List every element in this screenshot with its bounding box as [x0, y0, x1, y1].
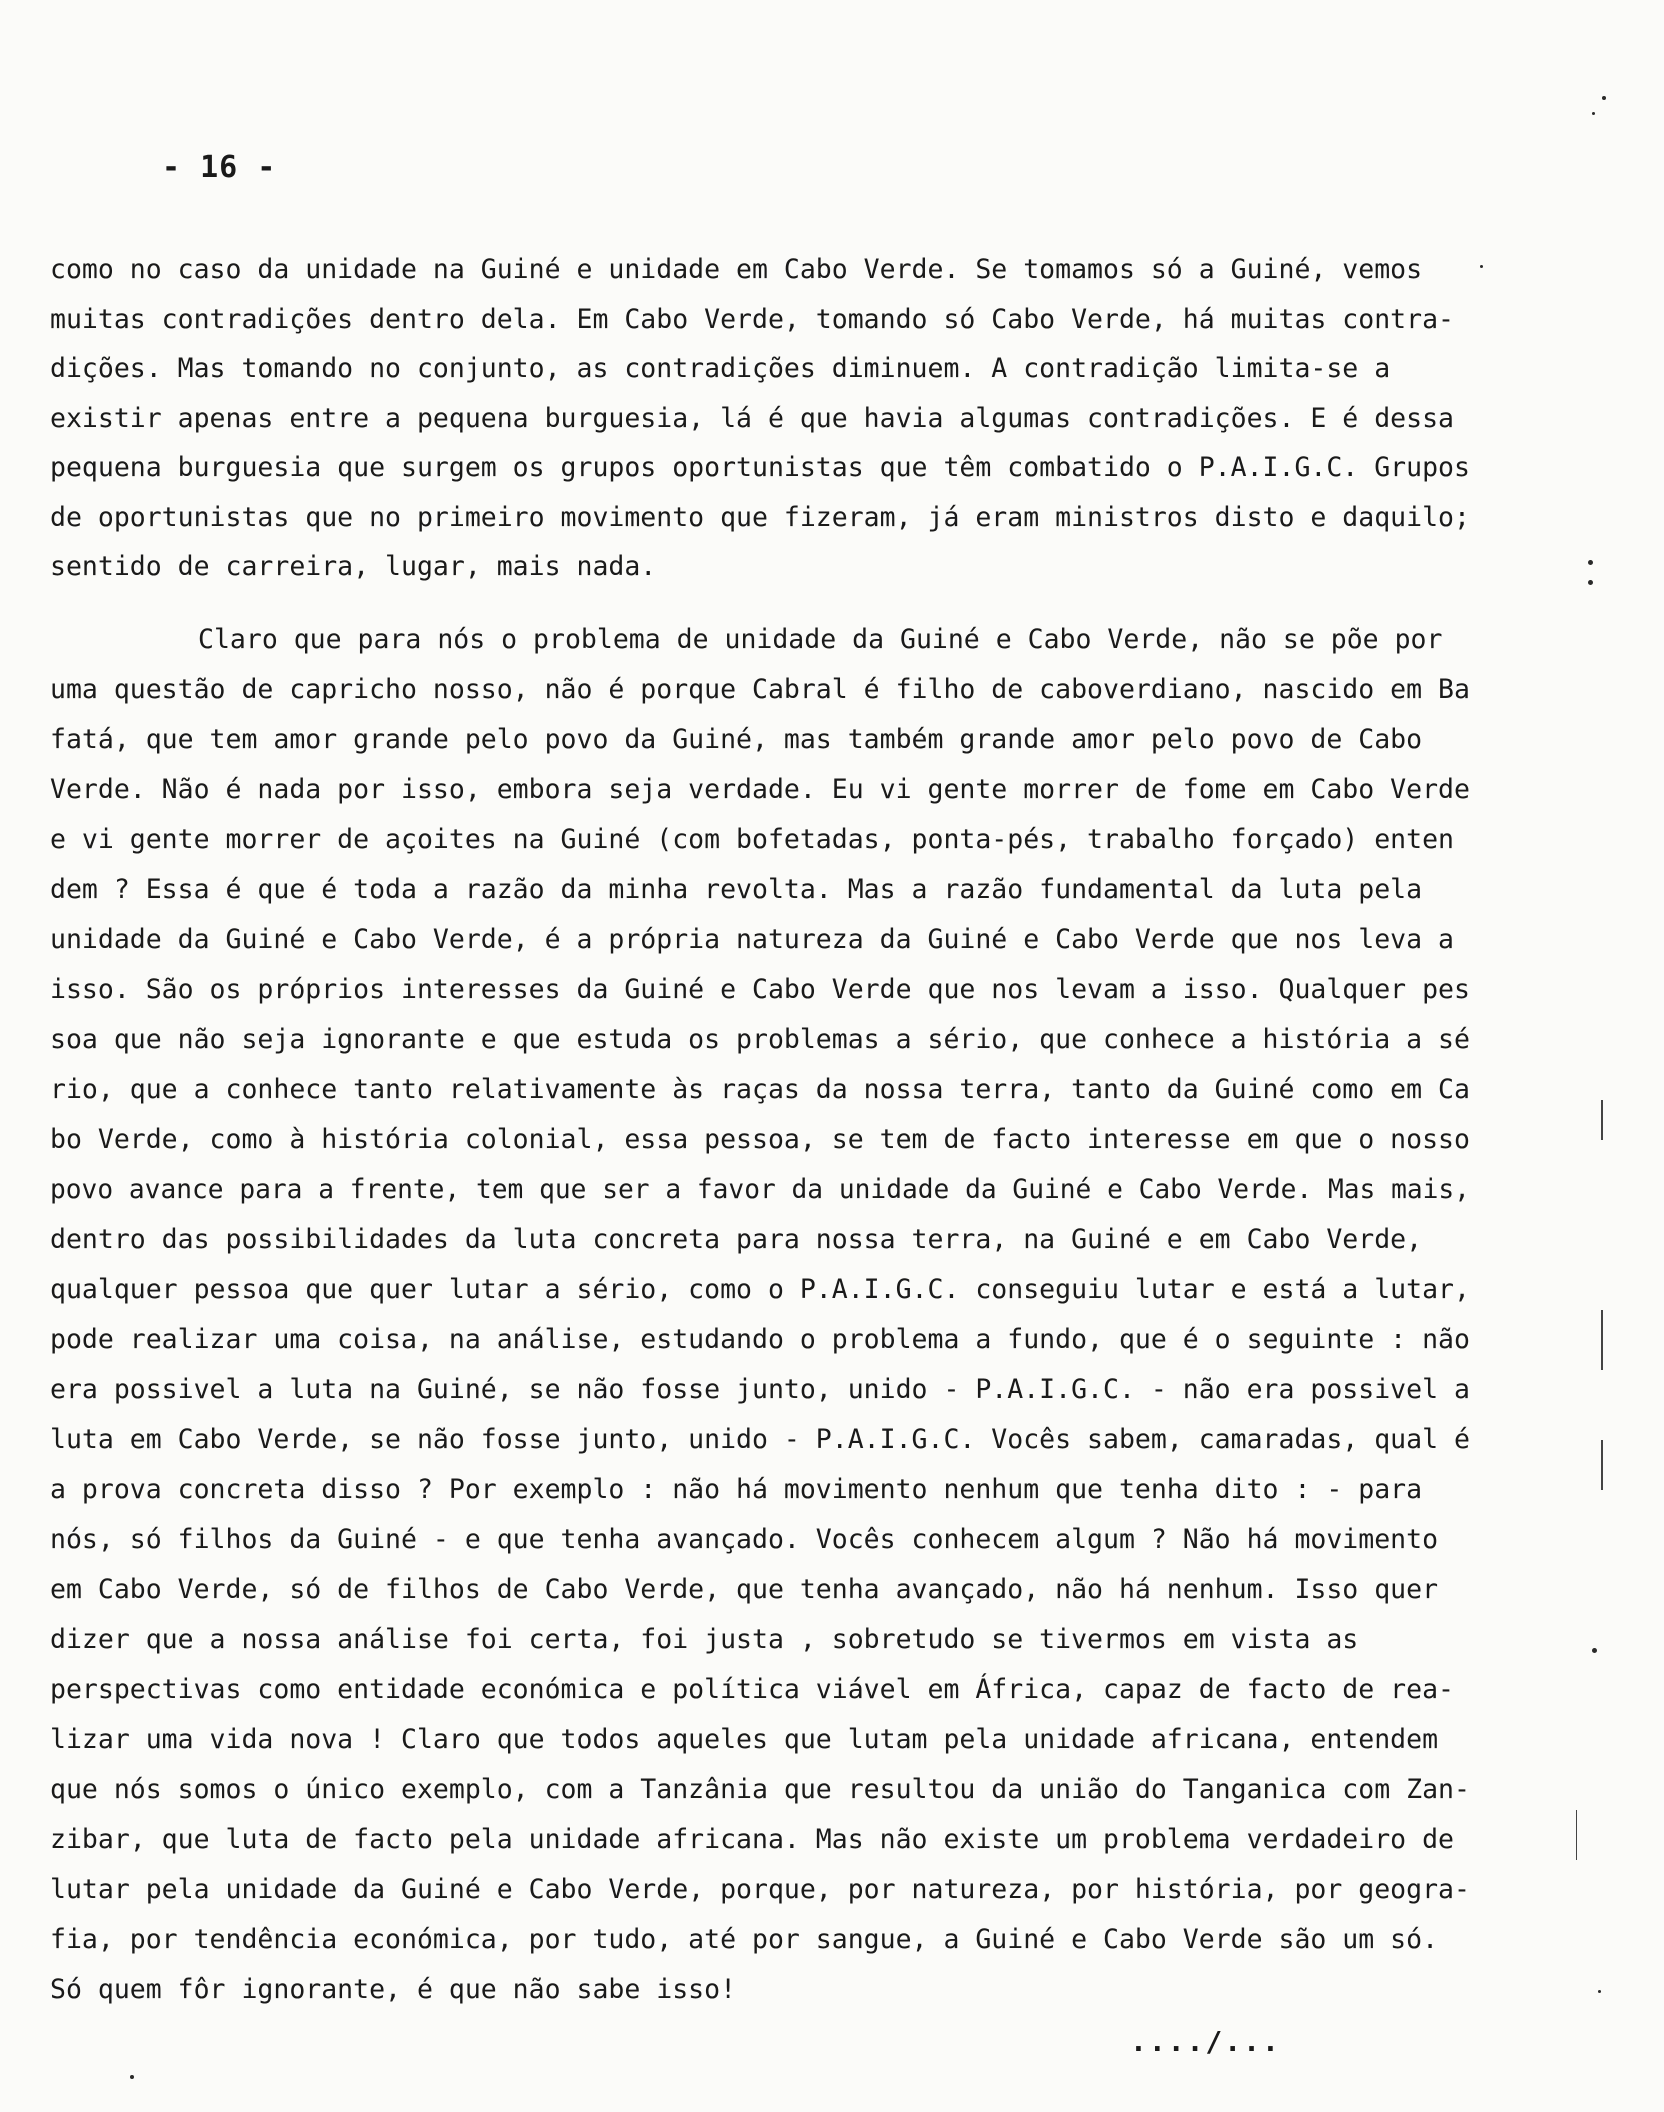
text-line: zibar, que luta de facto pela unidade africana. Mas não existe um problema verdadeiro de: [50, 1824, 1454, 1855]
text-line: dizer que a nossa análise foi certa, foi justa , sobretudo se tivermos em vista as: [50, 1624, 1359, 1655]
text-line: pequena burguesia que surgem os grupos oportunistas que têm combatido o P.A.I.G.C. Grupos: [50, 452, 1470, 483]
text-line: lutar pela unidade da Guiné e Cabo Verde, porque, por natureza, por história, por geogra-: [50, 1874, 1470, 1905]
text-line: lizar uma vida nova ! Claro que todos aqueles que lutam pela unidade africana, entendem: [50, 1724, 1439, 1755]
text-line: que nós somos o único exemplo, com a Tanzânia que resultou da união do Tanganica com Zan-: [50, 1774, 1470, 1805]
continuation-mark: ..../...: [1130, 2025, 1281, 2058]
text-line: soa que não seja ignorante e que estuda os problemas a sério, que conhece a história a sé: [50, 1024, 1470, 1055]
paragraph-2: [50, 615, 1470, 2015]
scan-speck: [1480, 265, 1483, 268]
text-line: sentido de carreira, lugar, mais nada.: [50, 551, 657, 582]
scan-speck: [1598, 1990, 1601, 1993]
text-line: bo Verde, como à história colonial, essa pessoa, se tem de facto interesse em que o nosso: [50, 1124, 1470, 1155]
text-line: de oportunistas que no primeiro movimento que fizeram, já eram ministros disto e daquilo;: [50, 501, 1470, 533]
text-line: unidade da Guiné e Cabo Verde, é a própria natureza da Guiné e Cabo Verde que nos leva a: [50, 924, 1454, 955]
scan-speck: [130, 2075, 134, 2079]
scan-speck: [1602, 96, 1606, 100]
page-number: - 16 -: [162, 150, 277, 185]
text-line: era possivel a luta na Guiné, se não fosse junto, unido - P.A.I.G.C. - não era possivel a: [50, 1374, 1470, 1405]
text-line: existir apenas entre a pequena burguesia, lá é que havia algumas contradições. E é dessa: [50, 402, 1454, 434]
text-line: como no caso da unidade na Guiné e unidade em Cabo Verde. Se tomamos só a Guiné, vemos: [50, 254, 1423, 285]
text-line: fatá, que tem amor grande pelo povo da Guiné, mas também grande amor pelo povo de Cabo: [50, 724, 1423, 755]
text-line: rio, que a conhece tanto relativamente às raças da nossa terra, tanto da Guiné como em Ca: [50, 1074, 1470, 1105]
scan-edge-mark: [1601, 1310, 1603, 1370]
text-line: em Cabo Verde, só de filhos de Cabo Verde, que tenha avançado, não há nenhum. Isso quer: [50, 1574, 1439, 1605]
text-line: perspectivas como entidade económica e política viável em África, capaz de facto de rea-: [50, 1674, 1454, 1705]
text-line: nós, só filhos da Guiné - e que tenha avançado. Vocês conhecem algum ? Não há movimento: [50, 1524, 1439, 1555]
text-line: uma questão de capricho nosso, não é porque Cabral é filho de caboverdiano, nascido em Ba: [50, 674, 1470, 705]
text-line: qualquer pessoa que quer lutar a sério, como o P.A.I.G.C. conseguiu lutar e está a lutar,: [50, 1274, 1470, 1305]
text-line: pode realizar uma coisa, na análise, estudando o problema a fundo, que é o seguinte : não: [50, 1324, 1470, 1355]
text-line: isso. São os próprios interesses da Guiné e Cabo Verde que nos levam a isso. Qualquer pes: [50, 974, 1470, 1005]
text-line: dentro das possibilidades da luta concreta para nossa terra, na Guiné e em Cabo Verde,: [50, 1224, 1423, 1255]
text-line: Claro que para nós o problema de unidade da Guiné e Cabo Verde, não se põe por: [198, 624, 1443, 655]
text-line: muitas contradições dentro dela. Em Cabo Verde, tomando só Cabo Verde, há muitas contra-: [50, 303, 1454, 335]
text-line: Verde. Não é nada por isso, embora seja verdade. Eu vi gente morrer de fome em Cabo Verde: [50, 774, 1470, 805]
text-line: a prova concreta disso ? Por exemplo : não há movimento nenhum que tenha dito : - para: [50, 1474, 1423, 1505]
scan-speck: [1592, 112, 1595, 115]
text-line: Só quem fôr ignorante, é que não sabe isso!: [50, 1974, 737, 2005]
scan-edge-mark: [1601, 1100, 1603, 1140]
scan-edge-mark: [1601, 1440, 1603, 1490]
text-line: povo avance para a frente, tem que ser a favor da unidade da Guiné e Cabo Verde. Mas mais,: [50, 1174, 1470, 1205]
text-line: fia, por tendência económica, por tudo, até por sangue, a Guiné e Cabo Verde são um só.: [50, 1924, 1439, 1955]
scan-speck: [1588, 560, 1593, 565]
text-line: dem ? Essa é que é toda a razão da minha revolta. Mas a razão fundamental da luta pela: [50, 874, 1423, 905]
text-line: e vi gente morrer de açoites na Guiné (com bofetadas, ponta-pés, trabalho forçado) enten: [50, 824, 1454, 855]
text-line: dições. Mas tomando no conjunto, as contradições diminuem. A contradição limita-se a: [50, 353, 1391, 384]
scan-speck: [1592, 1648, 1597, 1653]
paragraph-1: [50, 245, 1470, 592]
scan-speck: [1588, 580, 1593, 585]
text-line: luta em Cabo Verde, se não fosse junto, unido - P.A.I.G.C. Vocês sabem, camaradas, qual é: [50, 1424, 1470, 1455]
scan-edge-mark: [1576, 1810, 1577, 1860]
